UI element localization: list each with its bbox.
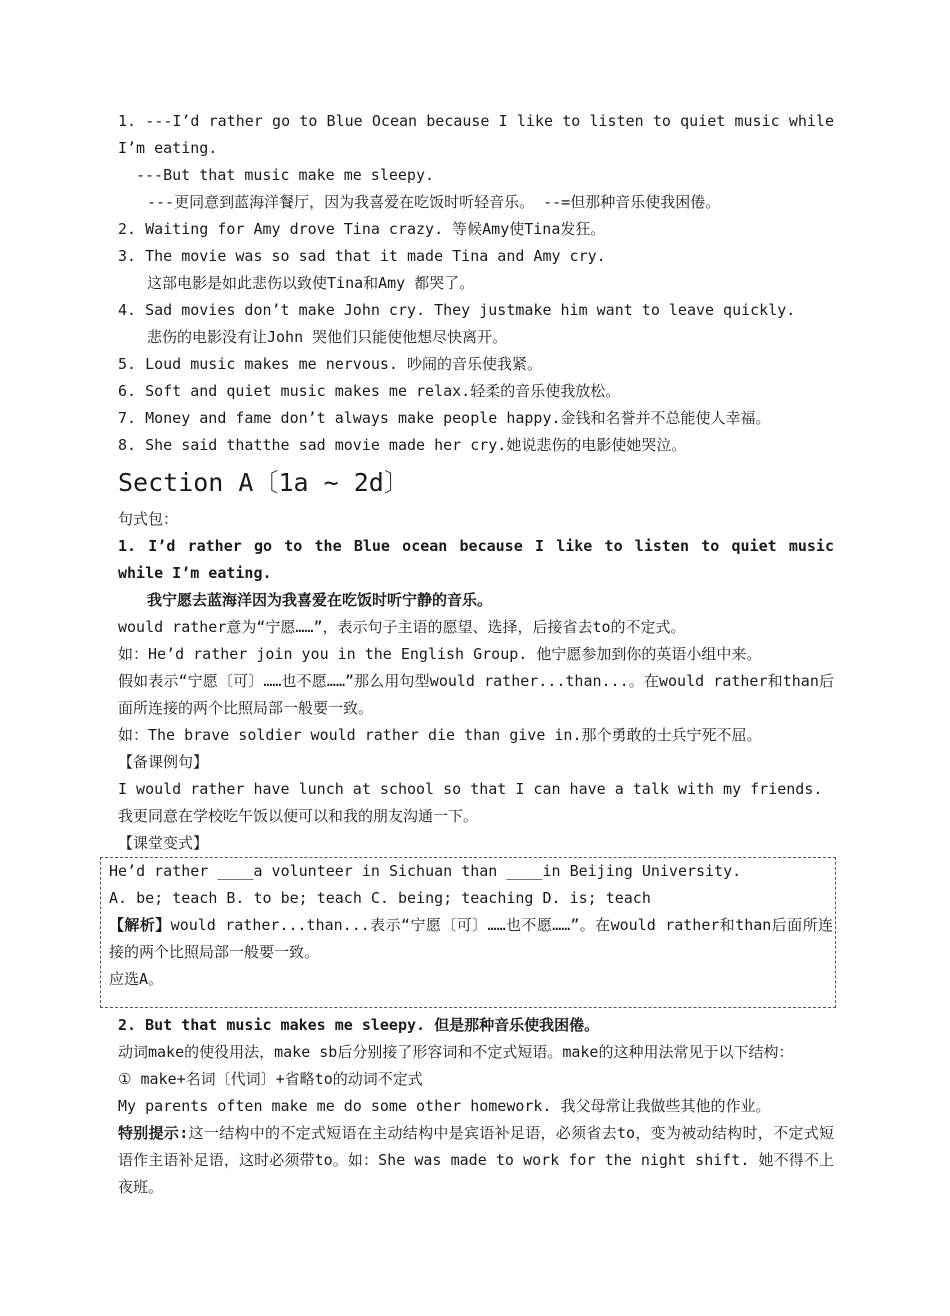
prep-example-cn: 我更同意在学校吃午饭以便可以和我的朋友沟通一下。 (118, 807, 479, 825)
prep-example-en: I would rather have lunch at school so that I can have a talk with my friends. (118, 780, 823, 798)
list-item-8: 8. She said thatthe sad movie made her cry.她说悲伤的电影使她哭泣。 (118, 436, 687, 454)
point1-en: 1. I’d rather go to the Blue ocean because I like to listen to quiet music while I’m eating. (118, 537, 834, 582)
prep-label: 【备课例句】 (118, 753, 209, 771)
exercise-box (100, 857, 836, 1008)
point1-explain1: would rather意为“宁愿……”，表示句子主语的愿望、选择，后接省去to的不定式。 (118, 618, 686, 636)
list-item-6: 6. Soft and quiet music makes me relax.轻柔的音乐使我放松。 (118, 382, 621, 400)
exercise-answer: 应选A。 (109, 970, 164, 988)
list-item-1: 1. ---I’d rather go to Blue Ocean because I like to listen to quiet music while I’m eating. (118, 112, 834, 157)
point2-example: My parents often make me do some other homework. 我父母常让我做些其他的作业。 (118, 1097, 771, 1115)
list-item-2: 2. Waiting for Amy drove Tina crazy. 等候Amy使Tina发狂。 (118, 220, 606, 238)
point1-example2: 如：The brave soldier would rather die than give in.那个勇敢的士兵宁死不屈。 (118, 726, 762, 744)
list-item-4-translation: 悲伤的电影没有让John 哭他们只能使他想尽快离开。 (147, 328, 508, 346)
list-item-3: 3. The movie was so sad that it made Tina and Amy cry. (118, 247, 606, 265)
list-item-3-translation: 这部电影是如此悲伤以致使Tina和Amy 都哭了。 (147, 274, 475, 292)
section-title: Section A〔1a ~ 2d〕 (118, 468, 409, 497)
tip-text: 这一结构中的不定式短语在主动结构中是宾语补足语，必须省去to，变为被动结构时，不定式短语作主语补足语，这时必须带to。如：She was made to work for the night shift. 她不得不上夜班。 (118, 1124, 834, 1196)
exercise-question: He’d rather ____a volunteer in Sichuan than ____in Beijing University. (109, 862, 742, 880)
point1-sentence (118, 533, 834, 587)
document-page (109, 108, 834, 1201)
point2-tip (118, 1120, 834, 1201)
point1-example1: 如：He’d rather join you in the English Group. 他宁愿参加到你的英语小组中来。 (118, 645, 762, 663)
list-item-7: 7. Money and fame don’t always make people happy.金钱和名誉并不总能使人幸福。 (118, 409, 771, 427)
pattern-label: 句式包： (118, 510, 179, 528)
point2-structure1: ① make+名词〔代词〕+省略to的动词不定式 (118, 1070, 423, 1088)
exercise-analysis (109, 912, 835, 966)
point2-heading: 2. But that music makes me sleepy. 但是那种音乐使我困倦。 (118, 1016, 600, 1034)
list-item-1-reply: ---But that music make me sleepy. (136, 166, 435, 184)
analysis-text: would rather...than...表示“宁愿〔可〕……也不愿……”。在would rather和than后面所连接的两个比照局部一般要一致。 (109, 916, 833, 961)
exercise-options: A. be; teach B. to be; teach C. being; teaching D. is; teach (109, 889, 651, 907)
analysis-label: 【解析】 (109, 916, 171, 934)
list-item-5: 5. Loud music makes me nervous. 吵闹的音乐使我紧。 (118, 355, 542, 373)
point2-explain: 动词make的使役用法，make sb后分别接了形容词和不定式短语。make的这种用法常见于以下结构： (118, 1043, 794, 1061)
point1-translation: 我宁愿去蓝海洋因为我喜爱在吃饭时听宁静的音乐。 (147, 591, 493, 609)
point1-explain2: 假如表示“宁愿〔可〕……也不愿……”那么用句型would rather...than...。在would rather和than后面所连接的两个比照局部一般要一致。 (118, 672, 834, 717)
list-item-1-translation: ---更同意到蓝海洋餐厅，因为我喜爱在吃饭时听轻音乐。 --=但那种音乐使我困倦。 (147, 193, 721, 211)
class-label: 【课堂变式】 (118, 834, 209, 852)
tip-label: 特别提示: (118, 1124, 189, 1142)
list-item-4: 4. Sad movies don’t make John cry. They justmake him want to leave quickly. (118, 301, 796, 319)
